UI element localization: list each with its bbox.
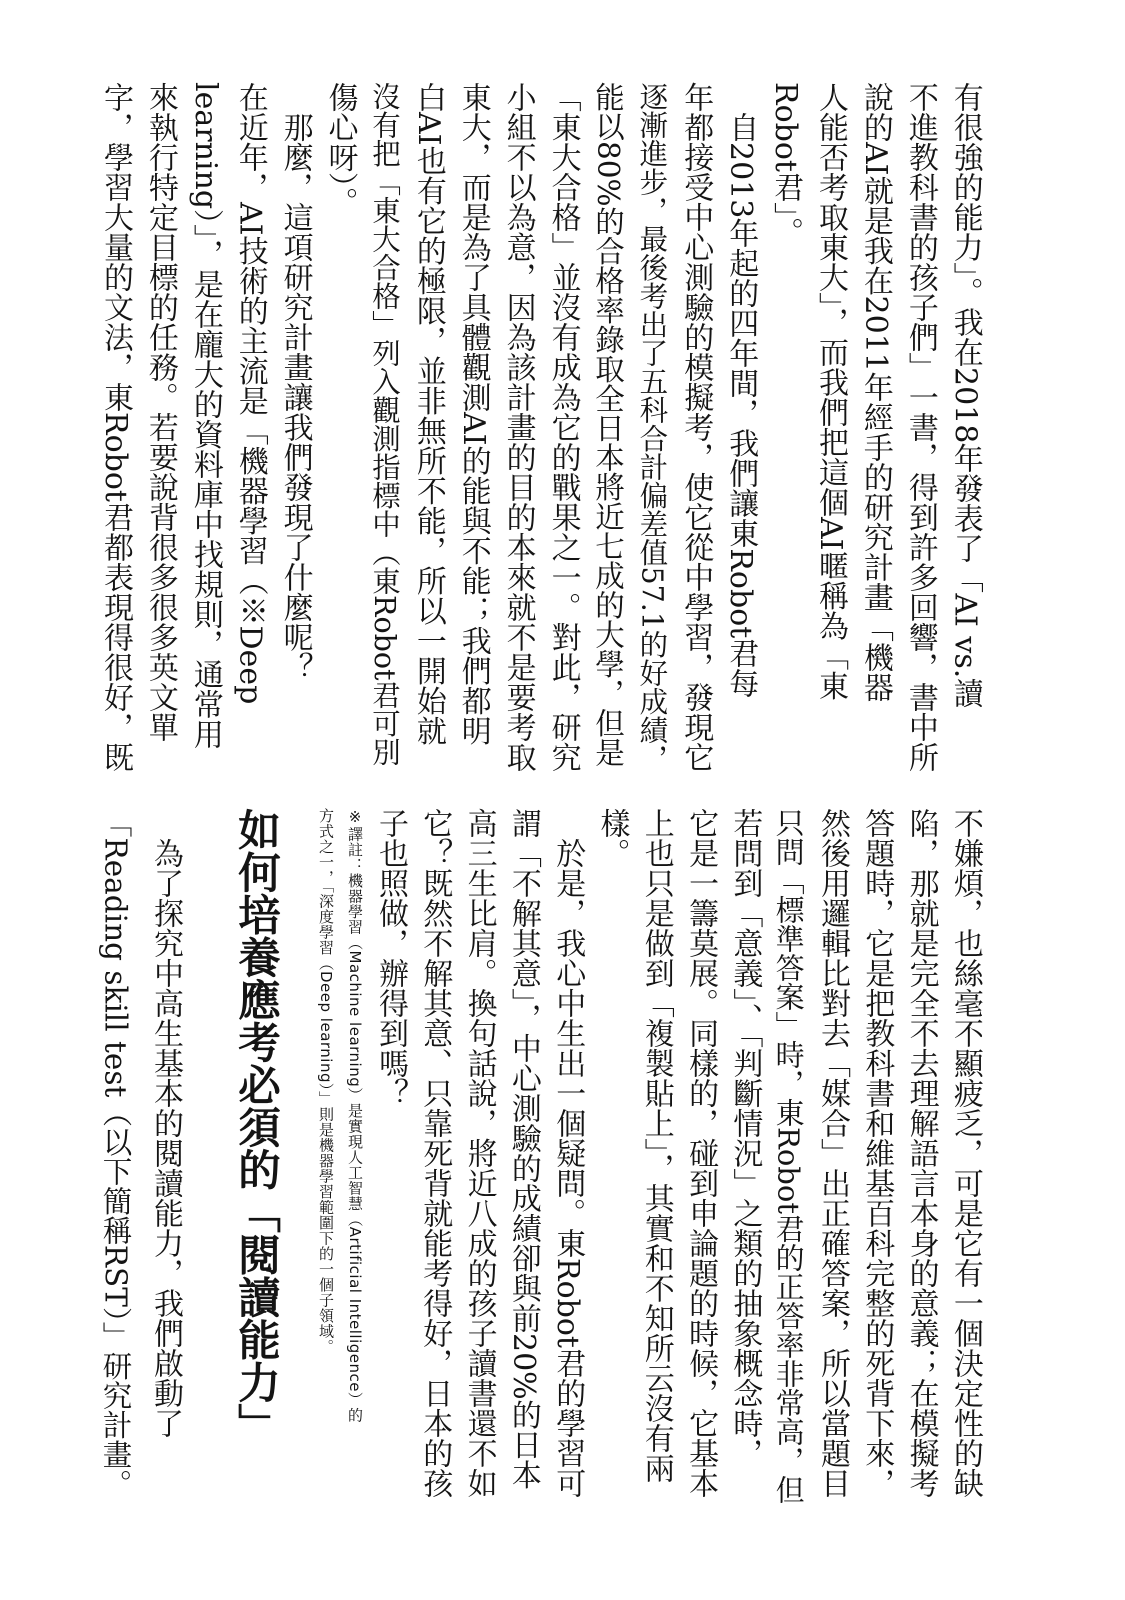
text-column: 答題時，它是把教科書和維基百科完整的死背下來， — [859, 808, 895, 1498]
text-column: 不進教科書的孩子們」一書，得到許多回響，書中所 — [902, 82, 938, 772]
text-column: 只問「標準答案」時，東Robot君的正答率非常高，但 — [771, 808, 806, 1504]
text-column: 沒有把「東大合格」列入觀測指標中（東Robot君可別 — [367, 82, 401, 766]
text-column: 為了探究中高生基本的閱讀能力，我們啟動了 — [148, 808, 183, 1438]
section-heading: 如何培養應考必須的「閱讀能力」 — [231, 808, 280, 1446]
text-column: 年都接受中心測驗的模擬考，使它從中學習，發現它 — [678, 82, 714, 772]
text-column: 那麼，這項研究計畫讓我們發現了什麼呢？ — [277, 82, 313, 682]
text-column: 樣。 — [594, 808, 630, 868]
text-column: 白AI也有它的極限，並非無所不能，所以一開始就 — [410, 82, 446, 746]
text-column: 上也只是做到「複製貼上」，其實和不知所云沒有兩 — [638, 808, 674, 1483]
bottom-right-text-block — [373, 808, 983, 1508]
note-line: ※譯註：機器學習（Machine learning）是實現人工智慧（Artificial Intelligence）的 — [346, 808, 364, 1423]
bottom-left-text-block — [98, 808, 183, 1508]
text-column: 有很強的能力」。我在2018年發表了「AI vs.讀 — [947, 82, 983, 709]
text-column: 來執行特定目標的任務。若要說背很多很多英文單 — [142, 82, 178, 742]
translator-note — [318, 808, 362, 1473]
text-column: 它？既然不解其意、只靠死背就能考得好，日本的孩 — [417, 808, 453, 1498]
text-column: 高三生比肩。換句話說，將近八成的孩子讀書還不如 — [461, 808, 497, 1498]
text-column: 人能否考取東大」，而我們把這個AI暱稱為「東 — [813, 82, 848, 701]
text-column: 說的AI就是我在2011年經手的研究計畫「機器 — [857, 82, 893, 702]
text-column: 若問到「意義」、「判斷情況」之類的抽象概念時， — [727, 808, 763, 1468]
section-heading-block — [210, 808, 280, 1448]
text-column: 於是，我心中生出一個疑問。東Robot君的學習可 — [550, 808, 586, 1498]
text-column: 小組不以為意，因為該計畫的目的本來就不是要考取 — [500, 82, 536, 772]
text-column: 自2013年起的四年間，我們讓東Robot君每 — [723, 82, 759, 699]
text-column: 逐漸進步，最後考出了五科合計偏差值57.1的好成績， — [635, 82, 669, 773]
text-column: 謂「不解其意」，中心測驗的成績卻與前20%的日本 — [505, 808, 541, 1490]
note-line: 方式之一，「深度學習（Deep learning）」則是機器學習範圍下的一個子領域。 — [317, 808, 335, 1355]
text-column: 字，學習大量的文法，東Robot君都表現得很好，既 — [98, 82, 133, 772]
text-column: 在近年，AI技術的主流是「機器學習（※Deep — [232, 82, 268, 705]
text-column: 然後用邏輯比對去「媒合」出正確答案，所以當題目 — [814, 808, 850, 1498]
text-column: 東大，而是為了具體觀測AI的能與不能；我們都明 — [455, 82, 491, 746]
text-column: 子也照做，辦得到嗎？ — [373, 808, 408, 1108]
text-column: 不嫌煩，也絲毫不顯疲乏，可是它有一個決定性的缺 — [947, 808, 983, 1498]
text-column: Robot君」。 — [768, 82, 804, 247]
text-column: 能以80%的合格率錄取全日本將近七成的大學，但是 — [590, 82, 625, 768]
top-text-block — [98, 82, 983, 773]
text-column: 「東大合格」並沒有成為它的戰果之一。對此，研究 — [545, 82, 581, 772]
text-column: 陷，那就是完全不去理解語言本身的意義；在模擬考 — [903, 808, 939, 1498]
text-column: 它是一籌莫展。同樣的，碰到申論題的時候，它基本 — [683, 808, 719, 1498]
text-column: 「Reading skill test（以下簡稱RST）」研究計畫。 — [98, 808, 133, 1499]
text-column: 傷心呀）。 — [322, 82, 358, 217]
text-column: learning）」，是在龐大的資料庫中找規則，通常用 — [187, 82, 223, 750]
